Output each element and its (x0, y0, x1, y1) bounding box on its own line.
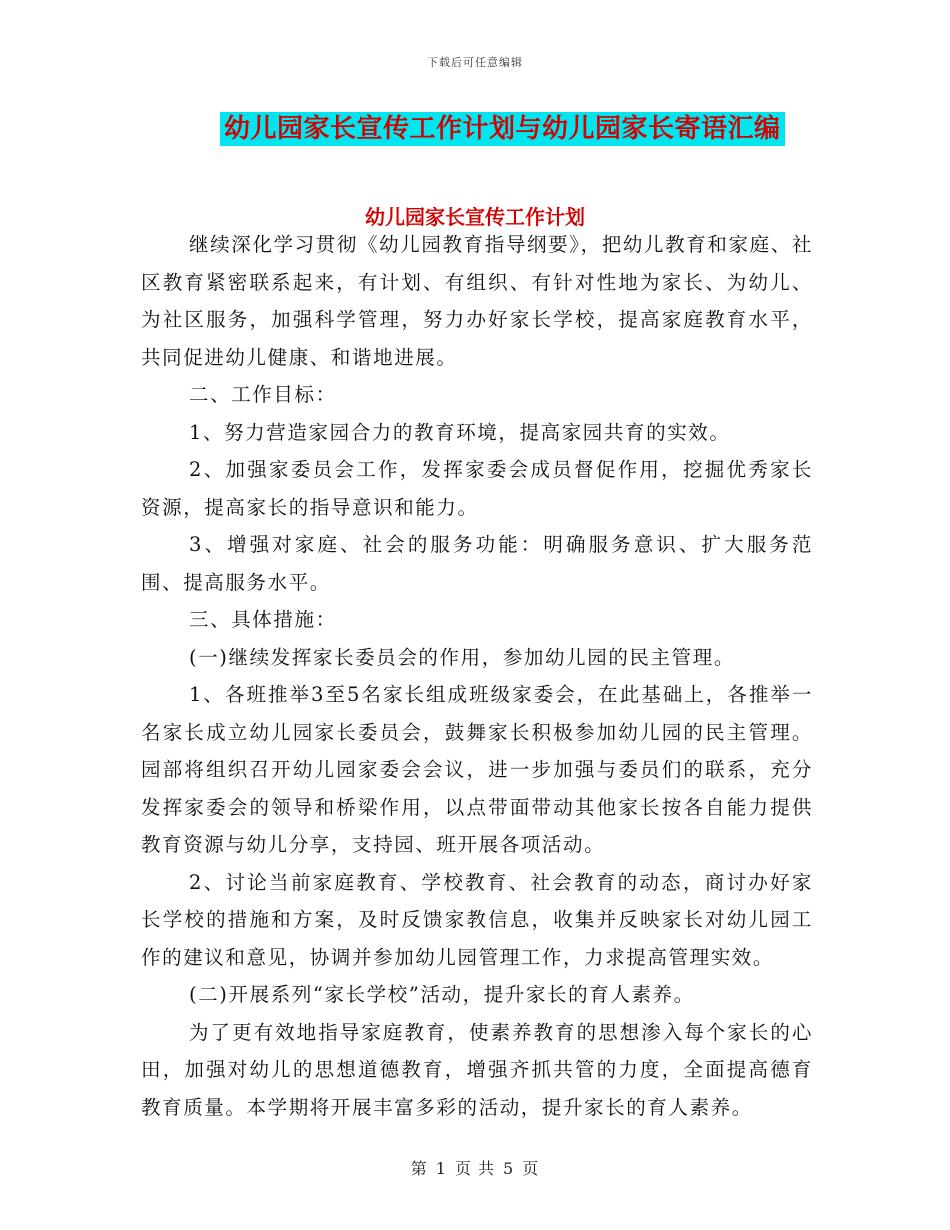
paragraph: 为了更有效地指导家庭教育，使素养教育的思想渗入每个家长的心田，加强对幼儿的思想道德教育，增强齐抓共管的力度，全面提高德育教育质量。本学期将开展丰富多彩的活动，提升家长的育人素养。 (141, 1020, 813, 1119)
document-main-title: 幼儿园家长宣传工作计划与幼儿园家长寄语汇编 (220, 112, 785, 146)
paragraph: (二)开展系列“家长学校”活动，提升家长的育人素养。 (189, 983, 695, 1006)
footer-suffix: 页 (522, 1159, 540, 1178)
document-body (141, 226, 813, 1126)
paragraph: 2、加强家委员会工作，发挥家委会成员督促作用，挖掘优秀家长资源，提高家长的指导意识和能力。 (141, 458, 813, 519)
footer-prefix: 第 (410, 1159, 428, 1178)
section-title: 幼儿园家长宣传工作计划 (365, 205, 585, 229)
paragraph: 1、各班推举3至5名家长组成班级家委会，在此基础上，各推举一名家长成立幼儿园家长委员会，鼓舞家长积极参加幼儿园的民主管理。园部将组织召开幼儿园家委会会议，进一步加强与委员们的联系，充分发挥家委会的领导和桥梁作用，以点带面带动其他家长按各自能力提供教育资源与幼儿分享，支持园、班开展各项活动。 (141, 683, 813, 856)
paragraph: 继续深化学习贯彻《幼儿园教育指导纲要》，把幼儿教育和家庭、社区教育紧密联系起来，有计划、有组织、有针对性地为家长、为幼儿、为社区服务，加强科学管理，努力办好家长学校，提高家庭教育水平，共同促进幼儿健康、和谐地进展。 (141, 233, 813, 369)
paragraph: (一)继续发挥家长委员会的作用，参加幼儿园的民主管理。 (189, 645, 735, 669)
paragraph: 1、努力营造家园合力的教育环境，提高家园共育的实效。 (189, 420, 731, 444)
page-total: 5 (503, 1159, 515, 1178)
page-footer (0, 1156, 950, 1179)
paragraph: 二、工作目标： (189, 383, 337, 406)
header-note: 下载后可任意编辑 (427, 56, 523, 69)
page-number: 1 (435, 1159, 447, 1178)
paragraph: 3、增强对家庭、社会的服务功能：明确服务意识、扩大服务范围、提高服务水平。 (141, 533, 813, 594)
paragraph: 2、讨论当前家庭教育、学校教育、社会教育的动态，商讨办好家长学校的措施和方案，及时反馈家教信息，收集并反映家长对幼儿园工作的建议和意见，协调并参加幼儿园管理工作，力求提高管理实效。 (141, 870, 813, 969)
footer-middle: 页 共 (454, 1159, 496, 1178)
paragraph: 三、具体措施： (189, 608, 337, 631)
